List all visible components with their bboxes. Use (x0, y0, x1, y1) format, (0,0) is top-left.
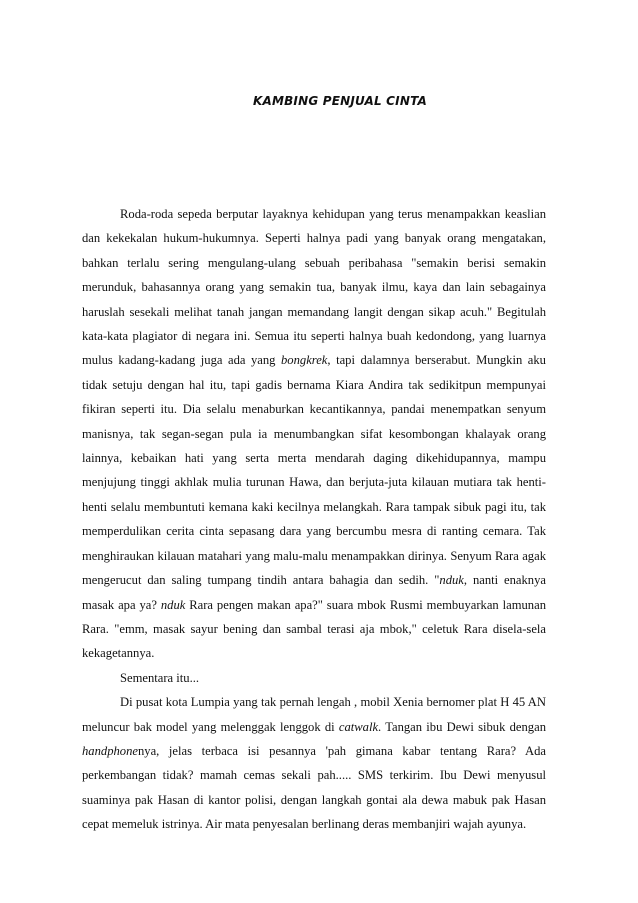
italic-term: nduk (439, 573, 464, 588)
text-run: , nanti enaknya masak apa ya? (82, 573, 546, 612)
story-title: KAMBING PENJUAL CINTA (252, 94, 428, 108)
text-run: Di pusat kota Lumpia yang tak pernah lengah , mobil Xenia bernomer plat H 45 AN meluncur bak model yang melenggak lenggok di (82, 695, 546, 734)
text-run: Sementara itu... (120, 670, 200, 685)
italic-term: catwalk (338, 719, 379, 734)
text-run: Rara pengen makan apa?" suara mbok Rusmi membuyarkan lamunan Rara. "emm, masak sayur bening dan sambal terasi aja mbok," celetuk Rara disela-sela kekagetannya. (82, 597, 546, 661)
italic-term: handphone (82, 743, 138, 758)
paragraph-1 (82, 202, 546, 666)
story-body (82, 202, 546, 837)
text-run: . Tangan ibu Dewi sibuk dengan (378, 719, 546, 734)
paragraph-3 (82, 690, 546, 836)
italic-term: nduk (160, 597, 186, 612)
text-run: nya, jelas terbaca isi pesannya 'pah gimana kabar tentang Rara? Ada perkembangan tidak? mamah cemas sekali pah..... SMS terkirim. Ibu Dewi menyusul suaminya pak Hasan di kantor polisi, dengan langkah gontai ala dewa mabuk pak Hasan cepat memeluk istrinya. Air mata penyesalan berlinang deras membanjiri wajah ayunya. (82, 743, 546, 832)
text-run: Roda-roda sepeda berputar layaknya kehidupan yang terus menampakkan keaslian dan kekekalan hukum-hukumnya. Seperti halnya padi yang banyak orang mengatakan, bahkan terlalu sering mengulang-ulang sebuah peribahasa "semakin berisi semakin merunduk, bahasannya orang yang semakin tua, banyak ilmu, kaya dan lain sebagainya haruslah sesekali melihat tanah jangan memandang langit dengan sikap acuh." Begitulah kata-kata plagiator di negara ini. Semua itu seperti halnya buah kedondong, yang luarnya mulus kadang-kadang juga ada yang (82, 207, 546, 368)
text-run: , tapi dalamnya berserabut. Mungkin aku tidak setuju dengan hal itu, tapi gadis bernama Kiara Andira tak sedikitpun mempunyai fikiran seperti itu. Dia selalu menaburkan kecantikannya, pandai menempatkan senyum manisnya, tak segan-segan pula ia menumbangkan sifat kesombongan khalayak orang lainnya, kebaikan hati yang serta merta mendarah daging dikehidupannya, mampu menjujung tinggi akhlak mulia turunan Hawa, dan berjuta-juta kilauan mutiara tak henti-henti selalu membuntuti kemana kaki kecilnya melangkah. Rara tampak sibuk pagi itu, tak memperdulikan cerita cinta sepasang dara yang bercumbu mesra di ranting cemara. Tak menghiraukan kilauan matahari yang malu-malu menampakkan dirinya. Senyum Rara agak mengerucut dan saling tumpang tindih antara bahagia dan sedih. " (82, 353, 546, 588)
paragraph-2 (82, 666, 546, 690)
italic-term: bongkrek (281, 353, 328, 368)
